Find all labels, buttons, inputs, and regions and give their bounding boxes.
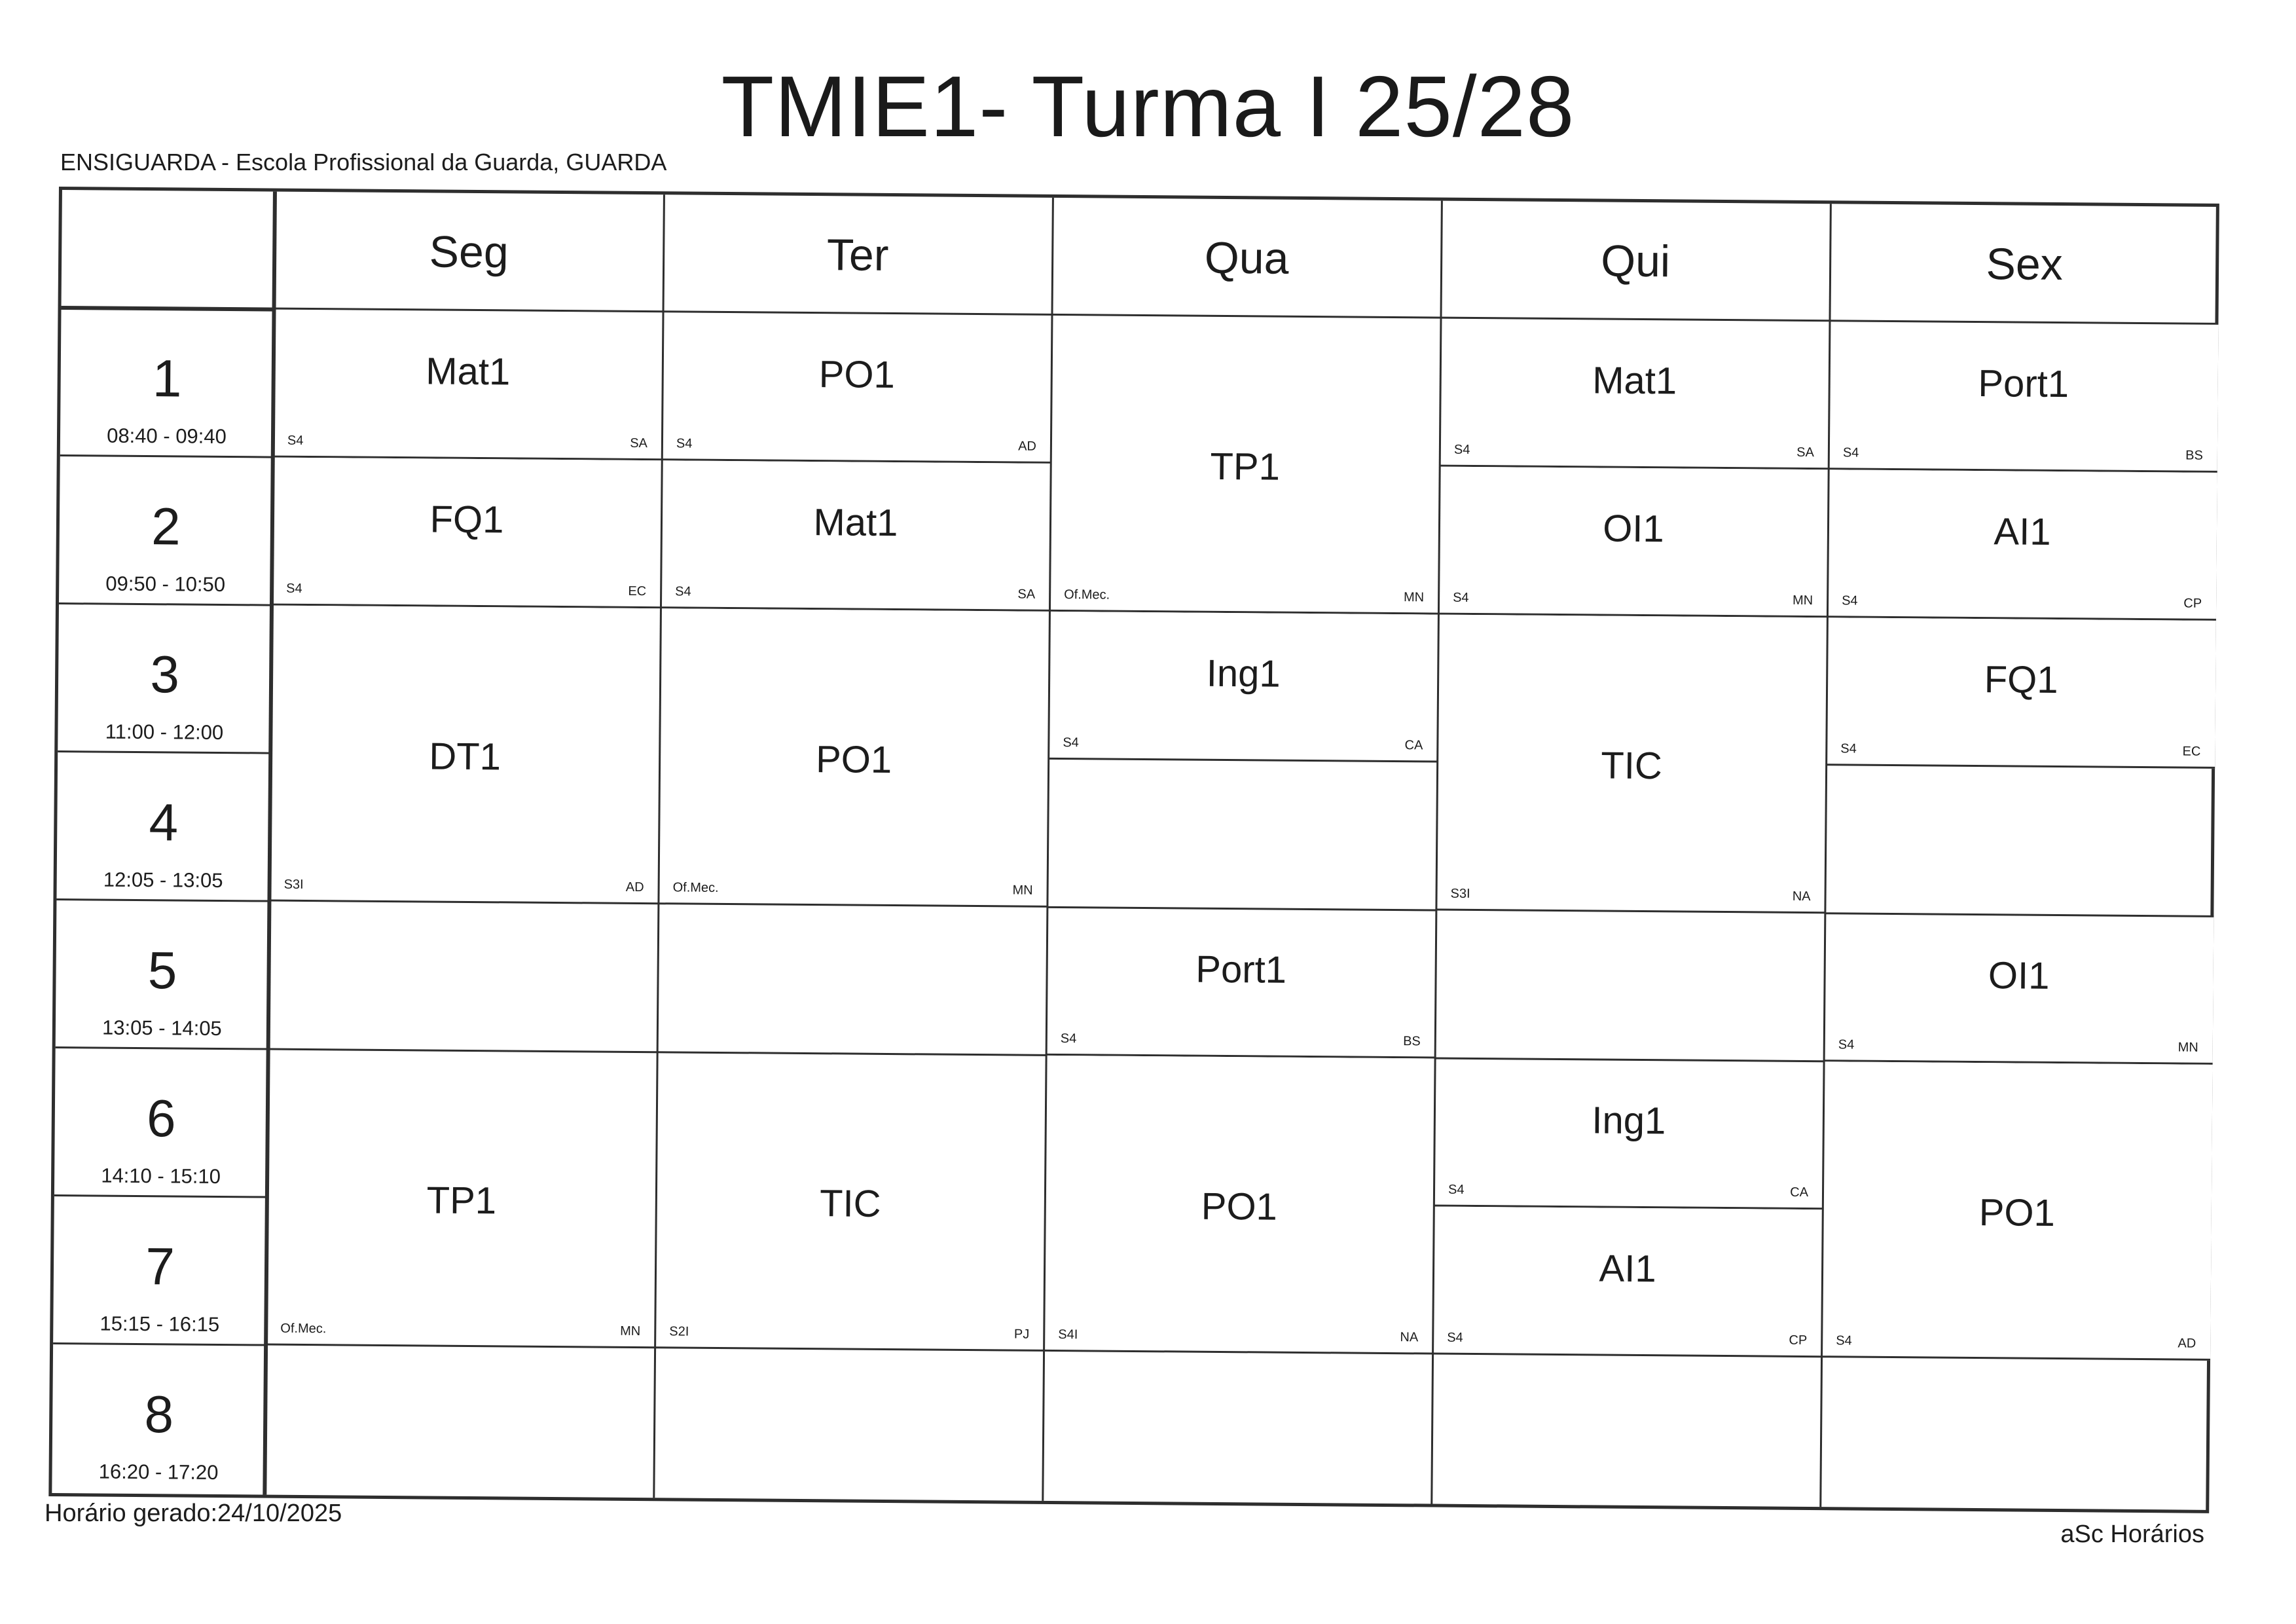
lesson-subject: PO1 — [1201, 1185, 1278, 1228]
day-header-qui: Qui — [1600, 236, 1671, 287]
lesson-block[interactable] — [1436, 615, 1827, 914]
lesson-room: S4 — [676, 436, 693, 451]
lesson-block[interactable] — [658, 608, 1049, 908]
lesson-subject: Mat1 — [813, 501, 898, 545]
lesson-block[interactable] — [1438, 467, 1829, 618]
lesson-block[interactable] — [1824, 913, 2214, 1065]
lesson-room: S4 — [286, 581, 302, 596]
day-header-seg: Seg — [429, 227, 509, 278]
period-time: 11:00 - 12:00 — [105, 720, 224, 744]
lesson-room: S4 — [1060, 1031, 1077, 1046]
period-time: 14:10 - 15:10 — [101, 1164, 221, 1188]
school-name: ENSIGUARDA - Escola Profissional da Guarda, GUARDA — [60, 149, 667, 175]
lesson-block[interactable] — [273, 310, 663, 461]
period-cell — [58, 604, 272, 754]
lesson-subject: PO1 — [818, 353, 896, 397]
lesson-teacher: PJ — [1013, 1327, 1030, 1342]
lesson-teacher: EC — [2182, 744, 2201, 759]
lesson-subject: FQ1 — [429, 498, 504, 542]
day-header-sex: Sex — [1986, 239, 2064, 290]
period-number: 5 — [147, 941, 177, 1000]
lesson-subject: PO1 — [1978, 1191, 2056, 1234]
lesson-room: S4 — [675, 584, 691, 599]
lesson-block[interactable] — [1829, 322, 2219, 473]
lesson-block[interactable] — [1049, 316, 1441, 615]
lesson-block[interactable] — [266, 1050, 657, 1349]
lesson-subject: TIC — [1601, 744, 1663, 788]
period-number: 6 — [146, 1089, 176, 1148]
period-number: 8 — [144, 1385, 174, 1444]
lesson-teacher: CA — [1404, 738, 1423, 753]
lesson-block[interactable] — [269, 606, 661, 905]
lesson-subject: TIC — [819, 1182, 881, 1225]
lesson-teacher: EC — [628, 583, 647, 599]
period-time: 15:15 - 16:15 — [100, 1312, 220, 1336]
lesson-room: Of.Mec. — [672, 880, 719, 895]
lesson-subject: Mat1 — [1592, 359, 1677, 403]
lesson-block[interactable] — [1434, 1059, 1824, 1210]
lesson-room: S4 — [1842, 445, 1859, 460]
lesson-subject: Port1 — [1195, 948, 1287, 991]
lesson-subject: Ing1 — [1592, 1099, 1666, 1143]
period-number: 7 — [145, 1237, 175, 1296]
lesson-subject: DT1 — [429, 735, 501, 779]
lesson-teacher: SA — [1017, 587, 1036, 602]
period-time: 16:20 - 17:20 — [98, 1460, 219, 1484]
lesson-subject: FQ1 — [1984, 658, 2058, 702]
lesson-teacher: MN — [1792, 593, 1813, 608]
lesson-teacher: SA — [1796, 445, 1814, 460]
period-cell — [60, 308, 274, 458]
lesson-subject: Mat1 — [426, 350, 511, 394]
lesson-teacher: NA — [1792, 889, 1811, 904]
lesson-block[interactable] — [1046, 908, 1436, 1059]
lesson-room: S4 — [1842, 593, 1858, 608]
lesson-room: S4 — [287, 433, 304, 448]
lesson-teacher: AD — [1018, 439, 1037, 454]
lesson-teacher: BS — [2185, 448, 2203, 463]
software-credit: aSc Horários — [2060, 1521, 2204, 1548]
lesson-block[interactable] — [1821, 1061, 2213, 1361]
day-header-qua: Qua — [1204, 232, 1289, 284]
lesson-room: S4 — [1453, 590, 1469, 605]
lesson-room: S4 — [1448, 1182, 1465, 1197]
lesson-teacher: MN — [2178, 1040, 2198, 1055]
lesson-room: S4 — [1447, 1330, 1463, 1345]
lesson-subject: PO1 — [815, 738, 892, 782]
generated-date: Horário gerado:24/10/2025 — [45, 1500, 342, 1527]
lesson-room: S4 — [1840, 741, 1857, 756]
period-cell — [53, 1196, 267, 1346]
lesson-room: Of.Mec. — [1064, 587, 1110, 602]
lesson-room: S3I — [283, 877, 304, 892]
lesson-room: S4 — [1838, 1037, 1855, 1052]
lesson-teacher: MN — [1403, 590, 1425, 605]
lesson-teacher: CP — [1789, 1333, 1808, 1348]
lesson-subject: AI1 — [1599, 1247, 1656, 1291]
lesson-teacher: SA — [630, 435, 648, 451]
period-cell — [59, 456, 273, 606]
period-cell — [56, 752, 270, 902]
timetable-grid — [48, 187, 2219, 1513]
period-number: 3 — [150, 645, 180, 704]
period-number: 1 — [152, 349, 182, 408]
period-number: 2 — [151, 497, 181, 556]
timetable-title: TMIE1- Turma I 25/28 — [721, 58, 1575, 155]
period-cell — [54, 1048, 268, 1198]
period-time: 13:05 - 14:05 — [101, 1016, 222, 1040]
lesson-block[interactable] — [1044, 1056, 1435, 1355]
lesson-teacher: MN — [620, 1323, 641, 1339]
lesson-room: S2I — [669, 1324, 689, 1339]
period-number: 4 — [149, 793, 179, 852]
lesson-block[interactable] — [1826, 618, 2216, 769]
lesson-teacher: MN — [1012, 883, 1033, 898]
lesson-subject: OI1 — [1602, 507, 1664, 551]
period-time: 09:50 - 10:50 — [105, 572, 226, 597]
lesson-block[interactable] — [1827, 470, 2217, 621]
lesson-subject: OI1 — [1988, 954, 2050, 997]
lesson-subject: AI1 — [1994, 510, 2051, 553]
lesson-block[interactable] — [1432, 1207, 1823, 1358]
lesson-teacher: NA — [1400, 1330, 1419, 1345]
lesson-teacher: CP — [2183, 596, 2202, 611]
lesson-teacher: CA — [1790, 1185, 1809, 1200]
lesson-room: S3I — [1450, 886, 1470, 901]
period-time: 12:05 - 13:05 — [103, 868, 223, 892]
lesson-block[interactable] — [661, 460, 1051, 612]
lesson-teacher: AD — [2178, 1336, 2196, 1351]
lesson-subject: TP1 — [426, 1179, 497, 1223]
period-cell — [56, 900, 270, 1050]
lesson-room: S4 — [1063, 735, 1079, 750]
lesson-block[interactable] — [1440, 319, 1830, 470]
lesson-block[interactable] — [662, 312, 1052, 464]
lesson-subject: Port1 — [1978, 362, 2069, 406]
lesson-teacher: AD — [625, 879, 644, 895]
period-time: 08:40 - 09:40 — [107, 424, 227, 449]
day-header-ter: Ter — [826, 230, 889, 280]
lesson-block[interactable] — [1048, 612, 1438, 763]
lesson-room: S4 — [1836, 1333, 1852, 1348]
lesson-room: Of.Mec. — [280, 1321, 327, 1337]
lesson-subject: TP1 — [1210, 445, 1281, 489]
lesson-teacher: BS — [1403, 1034, 1421, 1049]
lesson-block[interactable] — [272, 458, 662, 609]
lesson-room: S4I — [1058, 1327, 1078, 1342]
lesson-block[interactable] — [655, 1052, 1046, 1352]
period-cell — [52, 1344, 266, 1494]
lesson-subject: Ing1 — [1206, 652, 1281, 695]
lesson-room: S4 — [1453, 442, 1470, 457]
